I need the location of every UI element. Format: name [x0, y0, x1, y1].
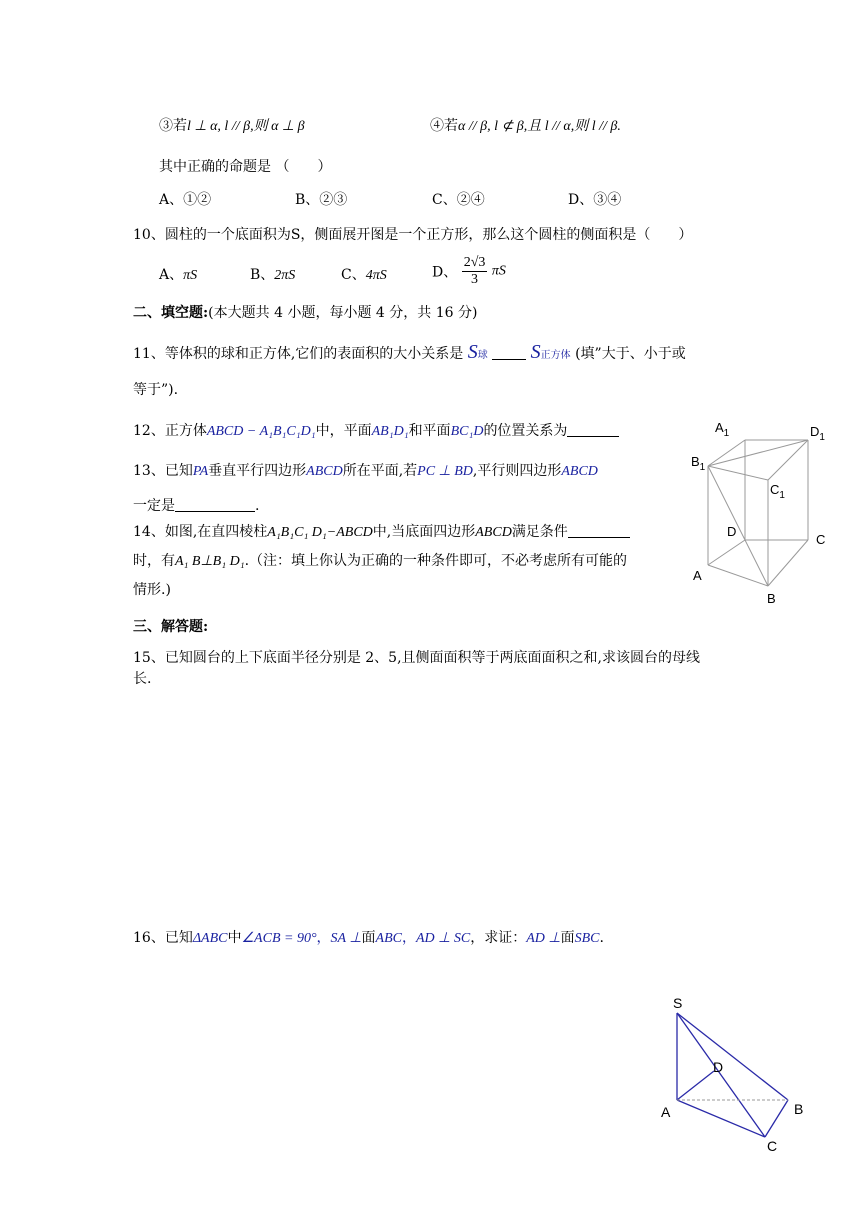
q9-option-a: A、①② — [159, 192, 212, 208]
label-C: C — [767, 1138, 778, 1154]
q14-line3: 情形.) — [133, 582, 171, 598]
q10-option-a: A、πS — [159, 267, 198, 283]
q13-answer-blank[interactable] — [175, 497, 255, 512]
q11-line1: 11、等体积的球和正方体,它们的表面积的大小关系是 S球 S正方体 (填”大于、小于或 — [133, 341, 686, 363]
q16: 16、已知ΔABC中∠ACB = 90°，SA ⊥面ABC，AD ⊥ SC，求证：AD ⊥面SBC. — [133, 930, 604, 946]
q11-answer-blank[interactable] — [492, 345, 526, 360]
q9-option-c: C、②④ — [432, 192, 485, 208]
q13-line1: 13、已知PA垂直平行四边形ABCD所在平面,若PC ⊥ BD,平行则四边形ABCD — [133, 463, 598, 479]
tetrahedron-figure — [655, 990, 815, 1160]
label-A: A — [693, 568, 702, 583]
label-B1: $B_1$ — [691, 454, 706, 473]
section-2-heading: 二、填空题:(本大题共 4 小题，每小题 4 分，共 16 分) — [133, 305, 478, 321]
q9-option-d: D、③④ — [568, 192, 622, 208]
label-D: D — [727, 524, 737, 539]
label-C: C — [816, 532, 826, 547]
label-D: D — [713, 1059, 724, 1075]
q15-line1: 15、已知圆台的上下底面半径分别是 2、5,且侧面面积等于两底面面积之和,求该圆台的母线 — [133, 650, 700, 666]
q15-line2: 长. — [133, 671, 152, 687]
label-A: A — [661, 1104, 671, 1120]
q12: 12、正方体ABCD − A₁B₁C₁D₁中，平面AB₁D₁和平面BC₁D的位置关系为 — [133, 421, 619, 442]
label-B: B — [767, 591, 776, 606]
label-A1: $A_1$ — [715, 420, 730, 439]
section-3-heading: 三、解答题: — [133, 619, 209, 635]
q10-option-d-fraction: $\frac{2√3}{3}$ — [463, 255, 486, 287]
q10-option-b: B、2πS — [250, 267, 296, 283]
q9-prompt: 其中正确的命题是 （ ） — [159, 159, 332, 175]
q9-item3: ③若l ⊥ α, l // β,则 α ⊥ β — [159, 118, 305, 134]
label-C1: $C_1$ — [770, 482, 785, 501]
label-D1: $D_1$ — [810, 424, 825, 443]
q9-option-b: B、②③ — [295, 192, 348, 208]
q11-line2: 等于”). — [133, 382, 179, 398]
q10-text: 10、圆柱的一个底面积为S，侧面展开图是一个正方形，那么这个圆柱的侧面积是（ ） — [133, 227, 693, 243]
q14-answer-blank[interactable] — [568, 523, 630, 538]
q10-option-c: C、4πS — [341, 267, 387, 283]
q9-item4-math: α // β, l ⊄ β,且 l // α,则 l // β. — [458, 119, 621, 134]
q13-line2: 一定是 . — [133, 498, 260, 514]
q9-item4: ④若α // β, l ⊄ β,且 l // α,则 l // β. — [430, 118, 621, 134]
q9-item3-math: l ⊥ α, l // β,则 α ⊥ β — [187, 119, 305, 134]
q12-answer-blank[interactable] — [567, 422, 619, 437]
q14-line1: 14、如图,在直四棱柱A₁B₁C₁ D₁−ABCD中,当底面四边形ABCD满足条件 — [133, 522, 630, 543]
label-B: B — [794, 1101, 804, 1117]
prism-figure — [680, 415, 840, 610]
q10-option-d: D、 $\frac{2√3}{3}$ πS — [432, 255, 506, 287]
q14-line2: 时，有A₁ B⊥B₁ D₁.（注：填上你认为正确的一种条件即可，不必考虑所有可能的 — [133, 553, 628, 569]
label-S: S — [673, 995, 683, 1011]
